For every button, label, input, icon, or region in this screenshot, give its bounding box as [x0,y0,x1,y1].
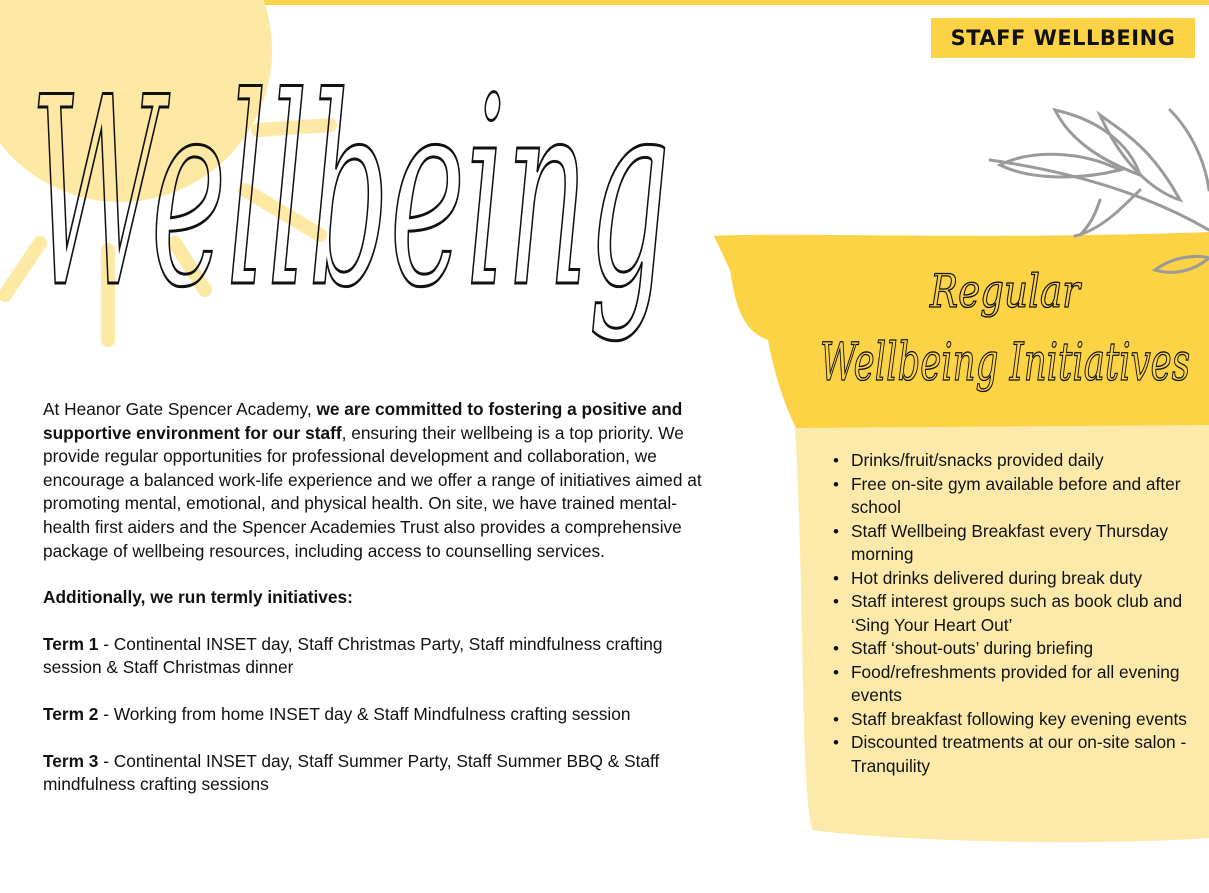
section-badge: STAFF WELLBEING [931,18,1195,58]
title-script-text: Wellbeing [30,43,670,345]
panel-title [810,252,1200,422]
list-item: • Staff interest groups such as book club and ‘Sing Your Heart Out’ [833,590,1203,637]
list-item: • Food/refreshments provided for all evening events [833,661,1203,708]
intro-paragraph [43,398,708,563]
list-item: • Staff Wellbeing Breakfast every Thursday morning [833,520,1203,567]
list-item: • Free on-site gym available before and after school [833,473,1203,520]
term-3-text: - Continental INSET day, Staff Summer Party, Staff Summer BBQ & Staff mindfulness crafting sessions [43,750,660,795]
panel-title-line1: Regular [929,264,1083,318]
term-2-label: Term 2 [43,703,99,724]
list-item: • Staff breakfast following key evening events [833,708,1203,732]
intro-text-start: At Heanor Gate Spencer Academy, [43,399,317,419]
panel-title-line2: Wellbeing Initiatives [820,333,1190,393]
term-2 [43,703,708,727]
termly-heading-text: Additionally, we run termly initiatives: [43,587,353,608]
term-1-text: - Continental INSET day, Staff Christmas Party, Staff mindfulness crafting session & Staff Christmas dinner [43,633,663,678]
intro-text-end: , ensuring their wellbeing is a top priority. We provide regular opportunities for professional development and collaboration, we encourage a balanced work-life experience and we offer a range of initiatives aimed at promoting mental, emotional, and physical health. On site, we have trained mental-health first aiders and the Spencer Academies Trust also provides a comprehensive package of wellbeing resources, including access to counselling services. [43,422,702,561]
term-3 [43,750,708,797]
intro-text-block [43,398,708,797]
term-2-text: - Working from home INSET day & Staff Mindfulness crafting session [98,703,631,724]
termly-heading [43,586,708,610]
term-3-label: Term 3 [43,750,99,771]
list-item: • Hot drinks delivered during break duty [833,567,1203,591]
list-item: • Staff ‘shout-outs’ during briefing [833,637,1203,661]
page-title [30,28,690,358]
intro-text-bold: we are committed to fostering a positive and supportive environment for our staff [43,399,683,443]
list-item: • Discounted treatments at our on-site salon - Tranquility [833,731,1203,778]
initiatives-list [833,449,1203,778]
term-1 [43,633,708,680]
list-item: • Drinks/fruit/snacks provided daily [833,449,1203,473]
term-1-label: Term 1 [43,633,99,654]
